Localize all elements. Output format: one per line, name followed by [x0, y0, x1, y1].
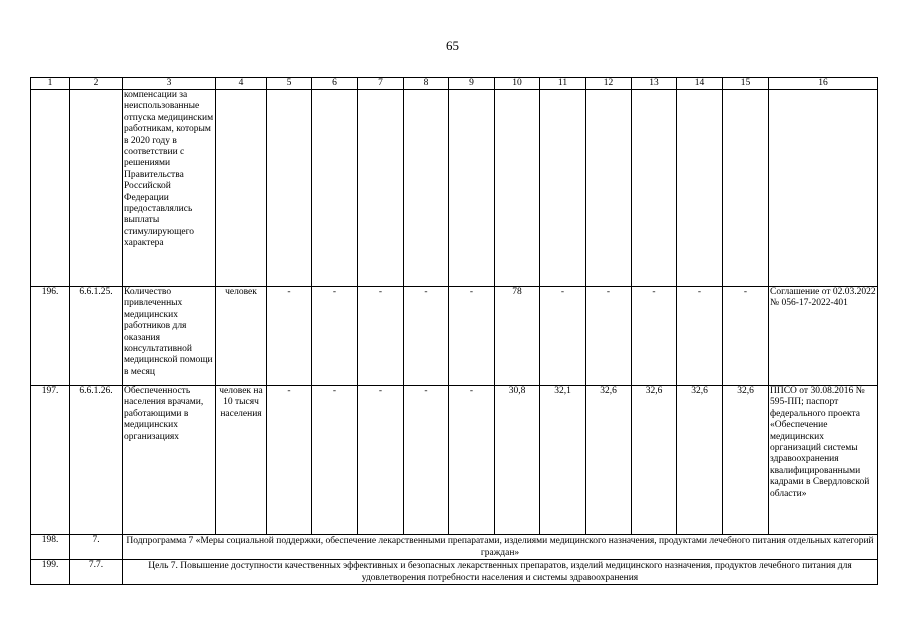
column-header: 11 [540, 78, 586, 90]
row-code: 7.7. [70, 560, 123, 585]
value-cell: - [312, 287, 358, 386]
value-cell [404, 90, 449, 287]
value-cell: - [404, 287, 449, 386]
column-header: 2 [70, 78, 123, 90]
value-cell [312, 90, 358, 287]
value-cell: 32,1 [540, 386, 586, 535]
unit-cell: человек [216, 287, 267, 386]
value-cell: - [312, 386, 358, 535]
value-cell: - [632, 287, 677, 386]
row-code: 6.6.1.26. [70, 386, 123, 535]
column-header: 9 [449, 78, 495, 90]
value-cell: - [358, 386, 404, 535]
value-cell: 30,8 [495, 386, 540, 535]
subprogram-title: Подпрограмма 7 «Меры социальной поддержки, обеспечение лекарственными препаратами, изделиями медицинского назначения, продуктами лечебного питания отдельных категорий граждан» [123, 535, 878, 560]
row-number [31, 90, 70, 287]
value-cell: 32,6 [586, 386, 632, 535]
value-cell: - [449, 287, 495, 386]
column-number-row [31, 78, 878, 90]
column-header: 1 [31, 78, 70, 90]
page-number: 65 [446, 38, 459, 53]
value-cell: - [723, 287, 769, 386]
column-header: 4 [216, 78, 267, 90]
row-number: 197. [31, 386, 70, 535]
value-cell: 32,6 [632, 386, 677, 535]
value-cell [267, 90, 312, 287]
column-header: 10 [495, 78, 540, 90]
source-cell: ППСО от 30.08.2016 № 595-ПП; паспорт федерального проекта «Обеспечение медицинских организаций системы здравоохранения квалифицированными кадрами в Свердловской области» [769, 386, 878, 535]
column-header: 13 [632, 78, 677, 90]
table-row [31, 90, 878, 287]
value-cell: 32,6 [723, 386, 769, 535]
subprogram-row [31, 535, 878, 560]
value-cell: - [267, 287, 312, 386]
value-cell: - [267, 386, 312, 535]
value-cell: - [404, 386, 449, 535]
column-header: 8 [404, 78, 449, 90]
indicator-name: Обеспеченность населения врачами, работающими в медицинских организациях [123, 386, 216, 535]
value-cell [449, 90, 495, 287]
table-row [31, 386, 878, 535]
column-header: 3 [123, 78, 216, 90]
column-header: 15 [723, 78, 769, 90]
column-header: 16 [769, 78, 878, 90]
column-header: 12 [586, 78, 632, 90]
value-cell [677, 90, 723, 287]
row-number: 198. [31, 535, 70, 560]
indicators-table [30, 77, 878, 585]
value-cell: - [586, 287, 632, 386]
column-header: 14 [677, 78, 723, 90]
value-cell [540, 90, 586, 287]
value-cell: - [677, 287, 723, 386]
unit-cell [216, 90, 267, 287]
goal-title: Цель 7. Повышение доступности качественных эффективных и безопасных лекарственных препаратов, изделий медицинского назначения, продуктов лечебного питания для удовлетворения потребности населения и системы здравоохранения [123, 560, 878, 585]
column-header: 7 [358, 78, 404, 90]
value-cell: - [540, 287, 586, 386]
indicator-name: компенсации за неиспользованные отпуска медицинским работникам, которым в 2020 году в соответствии с решениями Правительства Российской Федерации предоставлялись выплаты стимулирующего характера [123, 90, 216, 287]
column-header: 6 [312, 78, 358, 90]
source-cell: Соглашение от 02.03.2022 № 056-17-2022-401 [769, 287, 878, 386]
row-code: 6.6.1.25. [70, 287, 123, 386]
table-row [31, 287, 878, 386]
value-cell: - [449, 386, 495, 535]
value-cell [358, 90, 404, 287]
source-cell [769, 90, 878, 287]
value-cell: - [358, 287, 404, 386]
goal-row [31, 560, 878, 585]
value-cell [723, 90, 769, 287]
column-header: 5 [267, 78, 312, 90]
value-cell: 32,6 [677, 386, 723, 535]
unit-cell: человек на 10 тысяч населения [216, 386, 267, 535]
value-cell [586, 90, 632, 287]
value-cell [495, 90, 540, 287]
value-cell [632, 90, 677, 287]
row-number: 196. [31, 287, 70, 386]
row-number: 199. [31, 560, 70, 585]
value-cell: 78 [495, 287, 540, 386]
row-code: 7. [70, 535, 123, 560]
row-code [70, 90, 123, 287]
indicator-name: Количество привлеченных медицинских работников для оказания консультативной медицинской помощи в месяц [123, 287, 216, 386]
